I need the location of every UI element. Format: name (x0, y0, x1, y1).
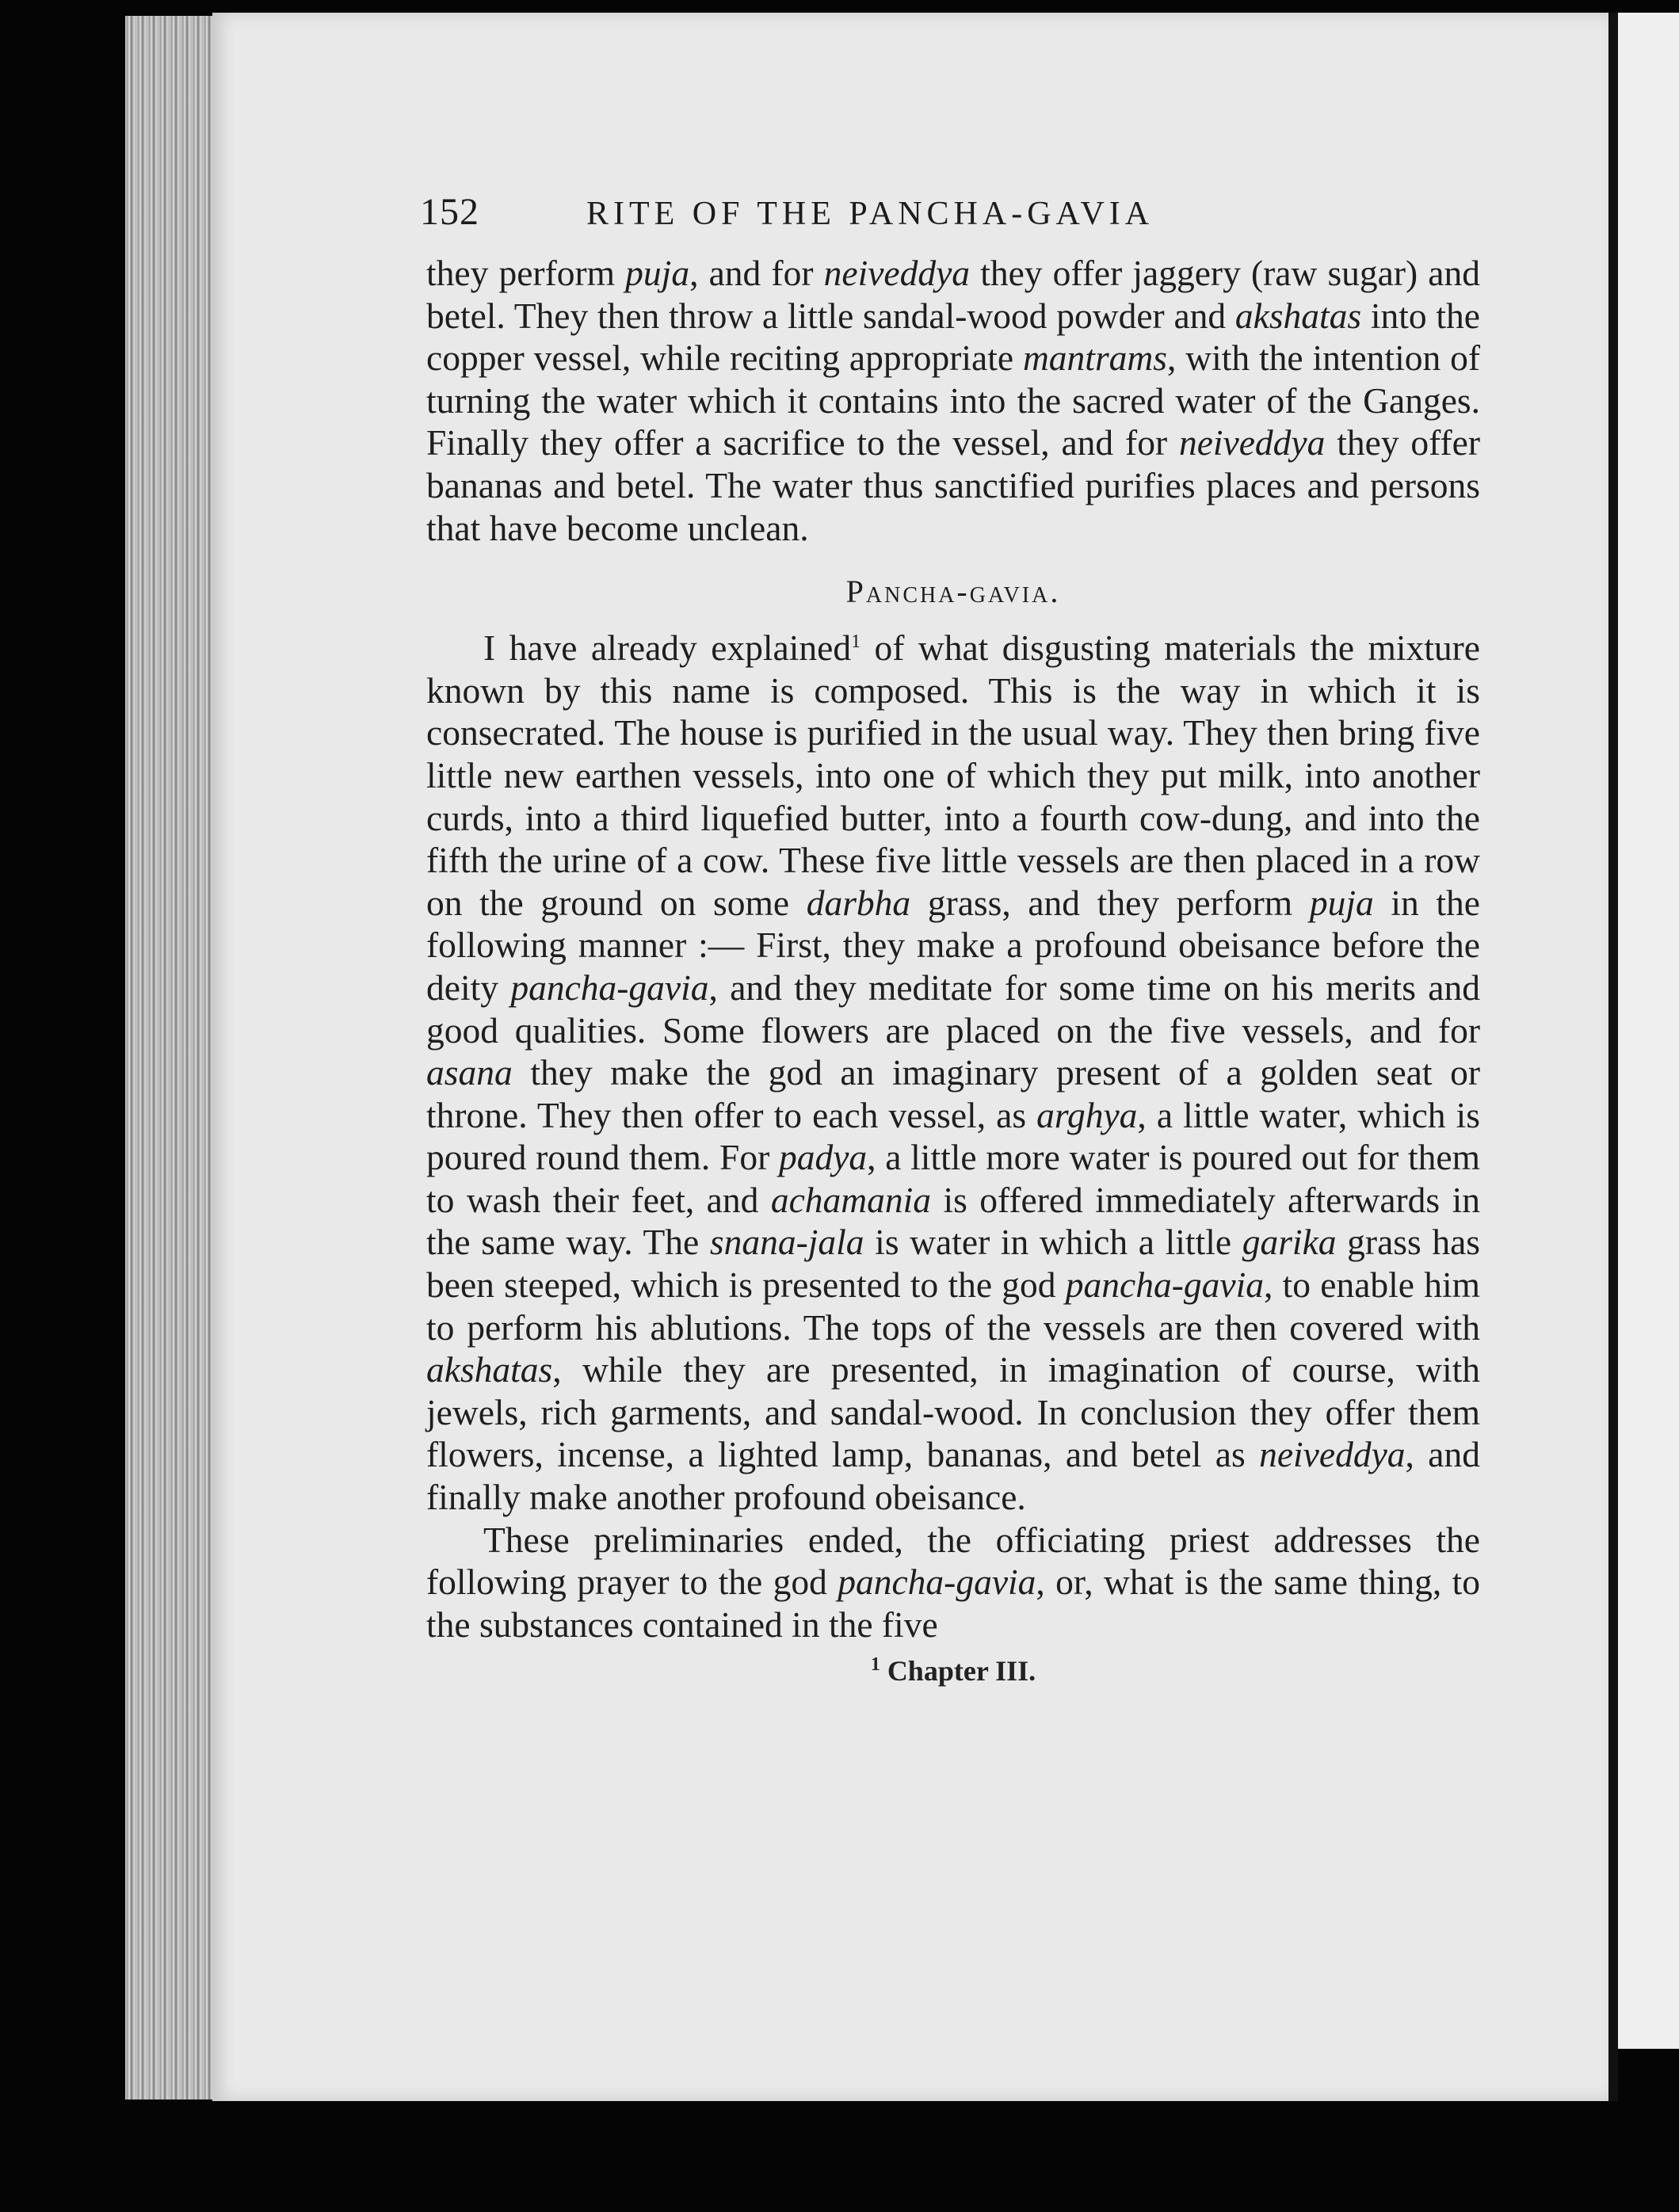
text-run: grass, and they perform (910, 882, 1310, 923)
text-run: , to enable him to perform his ablutions. The tops of the vessels are then covered with (426, 1264, 1481, 1348)
text-run: into the copper vessel, while reciting appropriate (426, 295, 1480, 379)
italic-term: asana (426, 1052, 513, 1093)
italic-term: neiveddya (1178, 422, 1326, 463)
italic-term: snana-jala (709, 1222, 864, 1263)
text-run: , a little more water is poured out for them to wash their feet, and (426, 1137, 1481, 1220)
text-run: , with the intention of turning the water which it contains into the sacred water of the Ganges. Finally they offer a sacrifice to the vessel, and for (426, 338, 1480, 463)
body-text (426, 252, 1480, 1688)
facing-page-edge (1618, 13, 1679, 2049)
paragraph-3 (426, 1519, 1480, 1646)
page-number: 152 (420, 191, 479, 233)
text-run: , and finally make another profound obeisance. (426, 1434, 1480, 1518)
italic-term: darbha (806, 882, 911, 923)
italic-term: neiveddya (1259, 1434, 1406, 1475)
text-run: , a little water, which is poured round them. For (426, 1094, 1480, 1178)
text-run: , or, what is the same thing, to the substances contained in the five (426, 1562, 1481, 1645)
section-heading: Pancha-gavia. (845, 574, 1061, 610)
footnote-text: Chapter III. (887, 1655, 1036, 1688)
text-run: is water in which a little (864, 1222, 1242, 1263)
text-run: , while they are presented, in imagination of course, with jewels, rich garments, and sandal-wood. In conclusion they offer them flowers, incense, a lighted lamp, bananas, and betel as (426, 1349, 1480, 1475)
italic-term: garika (1242, 1222, 1337, 1263)
paragraph-1 (426, 252, 1480, 549)
running-title: RITE OF THE PANCHA-GAVIA (586, 196, 1154, 232)
italic-term: akshatas (426, 1349, 553, 1390)
text-run: I have already explained (483, 627, 852, 669)
text-run: , and they meditate for some time on his merits and good qualities. Some flowers are placed on the five vessels, and for (426, 967, 1480, 1051)
italic-term: padya (778, 1137, 868, 1178)
text-run: grass has been steeped, which is presented to the god (426, 1222, 1480, 1306)
italic-term: pancha-gavia (1065, 1264, 1264, 1306)
text-run: These preliminaries ended, the officiating priest addresses the following prayer to the god (426, 1519, 1480, 1603)
italic-term: mantrams (1022, 338, 1167, 379)
text-run: they offer bananas and betel. The water thus sanctified purifies places and persons that have become unclean. (426, 422, 1480, 548)
paragraph-2 (426, 627, 1480, 1518)
italic-term: achamania (770, 1179, 932, 1220)
italic-term: neiveddya (823, 253, 971, 293)
italic-term: arghya (1036, 1094, 1138, 1135)
text-run: they perform (426, 253, 626, 293)
book-page-edges (125, 16, 212, 2099)
text-run: , and for (689, 253, 824, 293)
text-run: is offered immediately afterwards in the same way. The (426, 1179, 1480, 1263)
text-run: they make the god an imaginary present of a golden seat or throne. They then offer to each vessel, as (426, 1052, 1480, 1135)
italic-term: pancha-gavia (838, 1562, 1036, 1603)
footnote-marker: 1 (870, 1654, 880, 1676)
footnote (426, 1653, 1480, 1688)
italic-term: akshatas (1234, 295, 1362, 336)
italic-term: puja (1309, 882, 1374, 923)
italic-term: pancha-gavia (510, 967, 709, 1008)
footnote-reference: 1 (851, 631, 861, 652)
page-gutter (1608, 13, 1618, 2101)
running-head (420, 190, 1474, 234)
text-run: in the following manner :— First, they make a profound obeisance before the deity (426, 882, 1480, 1008)
text-run: of what disgusting materials the mixture known by this name is composed. This is the way in which it is consecrated. The house is purified in the usual way. They then bring five little new earthen vessels, into one of which they put milk, into another curds, into a third liquefied butter, into a fourth cow-dung, and into the fifth the urine of a cow. These five little vessels are then placed in a row on the ground on some (426, 627, 1480, 923)
text-run: they offer jaggery (raw sugar) and betel. They then throw a little sandal-wood powder and (426, 253, 1480, 336)
italic-term: puja (625, 253, 690, 293)
